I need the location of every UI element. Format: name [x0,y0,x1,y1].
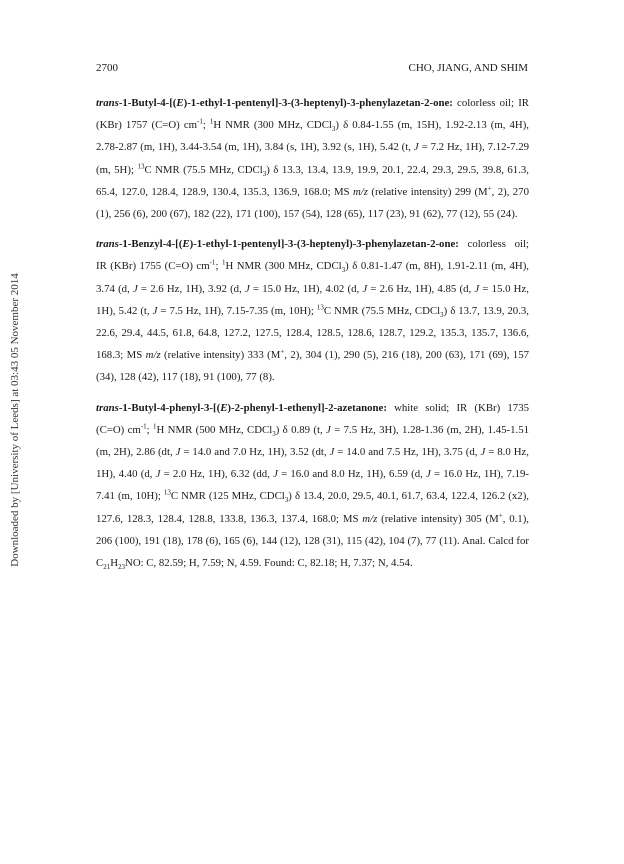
compound-entry-3 [96,397,529,575]
compound-name: trans-1-Benzyl-4-[(E)-1-ethyl-1-pentenyl]-3-(3-heptenyl)-3-phenylazetan-2-one: [96,238,459,251]
download-watermark [0,0,30,864]
compound-data: colorless oil; IR (KBr) 1755 (C=O) $cm^{-1}$; $^1$H NMR (300 MHz, CDCl$_3$) δ 0.81-1.47 (m, 8H), 1.91-2.11 (m, 4H), 3.74 (d, J = 2.6 Hz, 1H), 3.92 (d, J = 15.0 Hz, 1H), 4.02 (d, J = 2.6 Hz, 1H), 4.85 (d, J = 15.0 Hz, 1H), 5.42 (t, J = 7.5 Hz, 1H), 7.15-7.35 (m, 10H); $^{13}$C NMR (75.5 MHz, CDCl$_3$) δ 13.7, 13.9, 20.3, 22.6, 29.4, 44.5, 61.8, 64.8, 127.2, 127.5, 128.4, 128.5, 128.6, 128.7, 129.2, 135.3, 135.7, 136.6, 168.3; MS m/z (relative intensity) 333 (M+, 2), 304 (1), 290 (5), 216 (18), 200 (63), 171 (69), 157 (34), 128 (42), 117 (18), 91 (100), 77 (8). [96,238,530,384]
page-number: 2700 [96,62,118,74]
compound-name: trans-1-Butyl-4-phenyl-3-[(E)-2-phenyl-1-ethenyl]-2-azetanone: [96,401,387,414]
compound-entry-1 [96,92,529,225]
running-title: CHO, JIANG, AND SHIM [408,62,528,74]
compound-entry-2 [96,233,529,388]
running-header [96,60,528,76]
document-body [96,92,529,582]
compound-data: colorless oil; IR (KBr) 1757 (C=O) $cm^{-1}$; $^1$H NMR (300 MHz, CDCl$_3$) δ 0.84-1.55 (m, 15H), 1.92-2.13 (m, 4H), 2.78-2.87 (m, 1H), 3.44-3.54 (m, 1H), 3.84 (s, 1H), 3.92 (s, 1H), 5.42 (t, J = 7.2 Hz, 1H), 7.12-7.29 (m, 5H); $^{13}$C NMR (75.5 MHz, CDCl$_3$) δ 13.3, 13.4, 13.9, 19.9, 20.1, 22.4, 29.3, 29.5, 39.8, 61.3, 65.4, 127.0, 128.4, 128.9, 130.4, 135.3, 136.9, 168.0; MS m/z (relative intensity) 299 (M+, 2), 270 (1), 256 (6), 200 (67), 182 (22), 171 (100), 157 (54), 128 (65), 117 (23), 91 (62), 77 (12), 55 (24). [96,97,530,221]
download-note: Downloaded by [University of Leeds] at 03:43 05 November 2014 [9,273,21,567]
compound-data: white solid; IR (KBr) 1735 (C=O) $cm^{-1}$; $^1$H NMR (500 MHz, CDCl$_3$) δ 0.89 (t, J = 7.5 Hz, 3H), 1.28-1.36 (m, 2H), 1.45-1.51 (m, 2H), 2.86 (dt, J = 14.0 and 7.0 Hz, 1H), 3.52 (dt, J = 14.0 and 7.5 Hz, 1H), 3.75 (d, J = 8.0 Hz, 1H), 4.40 (d, J = 2.0 Hz, 1H), 6.32 (dd, J = 16.0 and 8.0 Hz, 1H), 6.59 (d, J = 16.0 Hz, 1H), 7.19-7.41 (m, 10H); $^{13}$C NMR (125 MHz, CDCl$_3$) δ 13.4, 20.0, 29.5, 40.1, 61.7, 63.4, 122.4, 126.2 (x2), 127.6, 128.3, 128.4, 128.8, 133.8, 136.3, 137.4, 168.0; MS m/z (relative intensity) 305 (M+, 0.1), 206 (100), 191 (18), 178 (6), 165 (6), 144 (12), 128 (31), 115 (42), 104 (7), 77 (11). Anal. Calcd for $C_{21}H_{23}NO$: C, 82.59; H, 7.59; N, 4.59. Found: C, 82.18; H, 7.37; N, 4.54. [96,401,530,572]
compound-name: trans-1-Butyl-4-[(E)-1-ethyl-1-pentenyl]-3-(3-heptenyl)-3-phenylazetan-2-one: [96,97,453,109]
